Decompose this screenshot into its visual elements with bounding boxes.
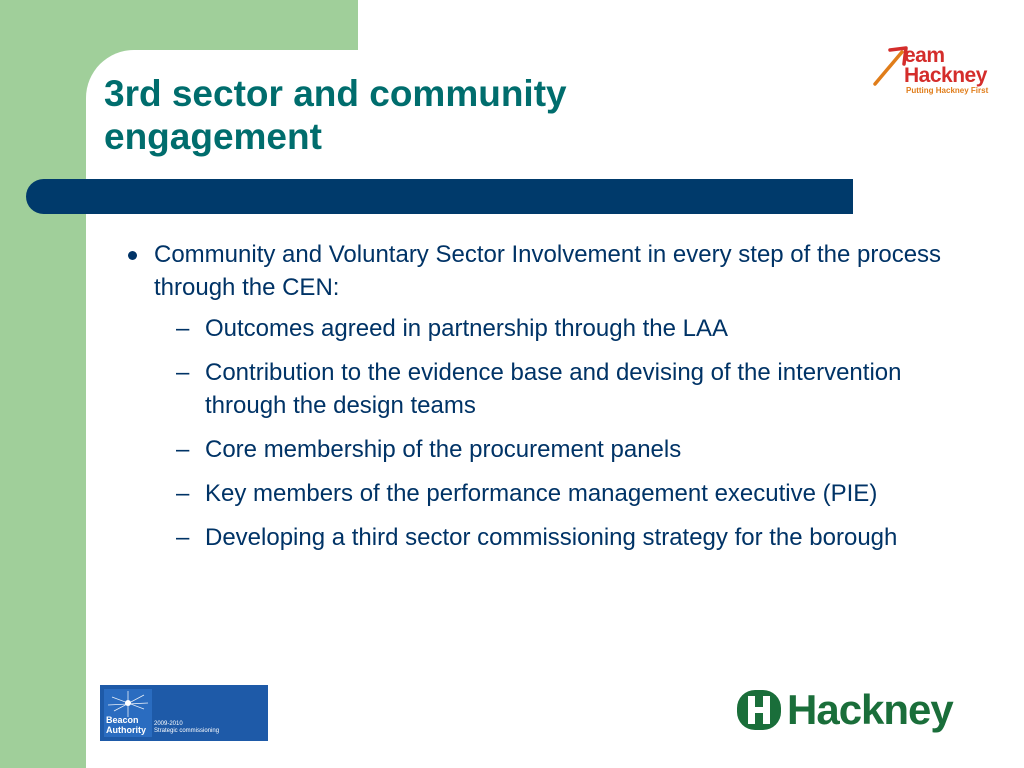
- slide-title-line-1: 3rd sector and community: [104, 73, 567, 114]
- team-hackney-line-2: Hackney: [904, 64, 987, 87]
- beacon-authority-logo: [100, 685, 268, 741]
- beacon-years: [154, 721, 219, 735]
- hackney-logo: [735, 684, 985, 736]
- dash-icon: –: [176, 436, 190, 463]
- bullet-text: Community and Voluntary Sector Involvement in every step of the process through the CEN:: [154, 241, 942, 301]
- bullet-dot-icon: [128, 251, 137, 260]
- sub-item-2: [128, 356, 958, 422]
- dash-icon: –: [176, 480, 190, 507]
- beacon-name: [106, 715, 146, 735]
- sub-item-text: Key members of the performance management executive (PIE): [205, 480, 878, 507]
- title-underline-band: [26, 179, 853, 214]
- hackney-emblem-icon: [735, 688, 783, 732]
- slide-title: [104, 72, 804, 158]
- slide-content: [128, 238, 958, 565]
- sub-item-3: [128, 433, 958, 466]
- dash-icon: –: [176, 315, 190, 342]
- beacon-year-range: 2009-2010: [154, 721, 183, 727]
- sub-item-text: Outcomes agreed in partnership through the LAA: [205, 315, 728, 342]
- beacon-subtitle: Strategic commissioning: [154, 728, 220, 734]
- team-hackney-tagline: Putting Hackney First: [906, 86, 989, 95]
- sub-item-text: Contribution to the evidence base and devising of the intervention through the design teams: [205, 359, 902, 419]
- sub-item-1: [128, 312, 958, 345]
- hackney-wordmark: Hackney: [787, 686, 953, 733]
- team-hackney-logo: [872, 42, 1002, 102]
- dash-icon: –: [176, 524, 190, 551]
- bullet-item: [128, 238, 958, 304]
- dash-icon: –: [176, 359, 190, 386]
- sub-item-5: [128, 521, 958, 554]
- beacon-name-line-2: Authority: [106, 725, 146, 735]
- team-hackney-line-1: eam: [904, 44, 945, 67]
- sub-item-4: [128, 477, 958, 510]
- beacon-name-line-1: Beacon: [106, 715, 139, 725]
- sub-item-text: Developing a third sector commissioning strategy for the borough: [205, 524, 898, 551]
- slide-title-line-2: engagement: [104, 116, 322, 157]
- sub-item-text: Core membership of the procurement panels: [205, 436, 682, 463]
